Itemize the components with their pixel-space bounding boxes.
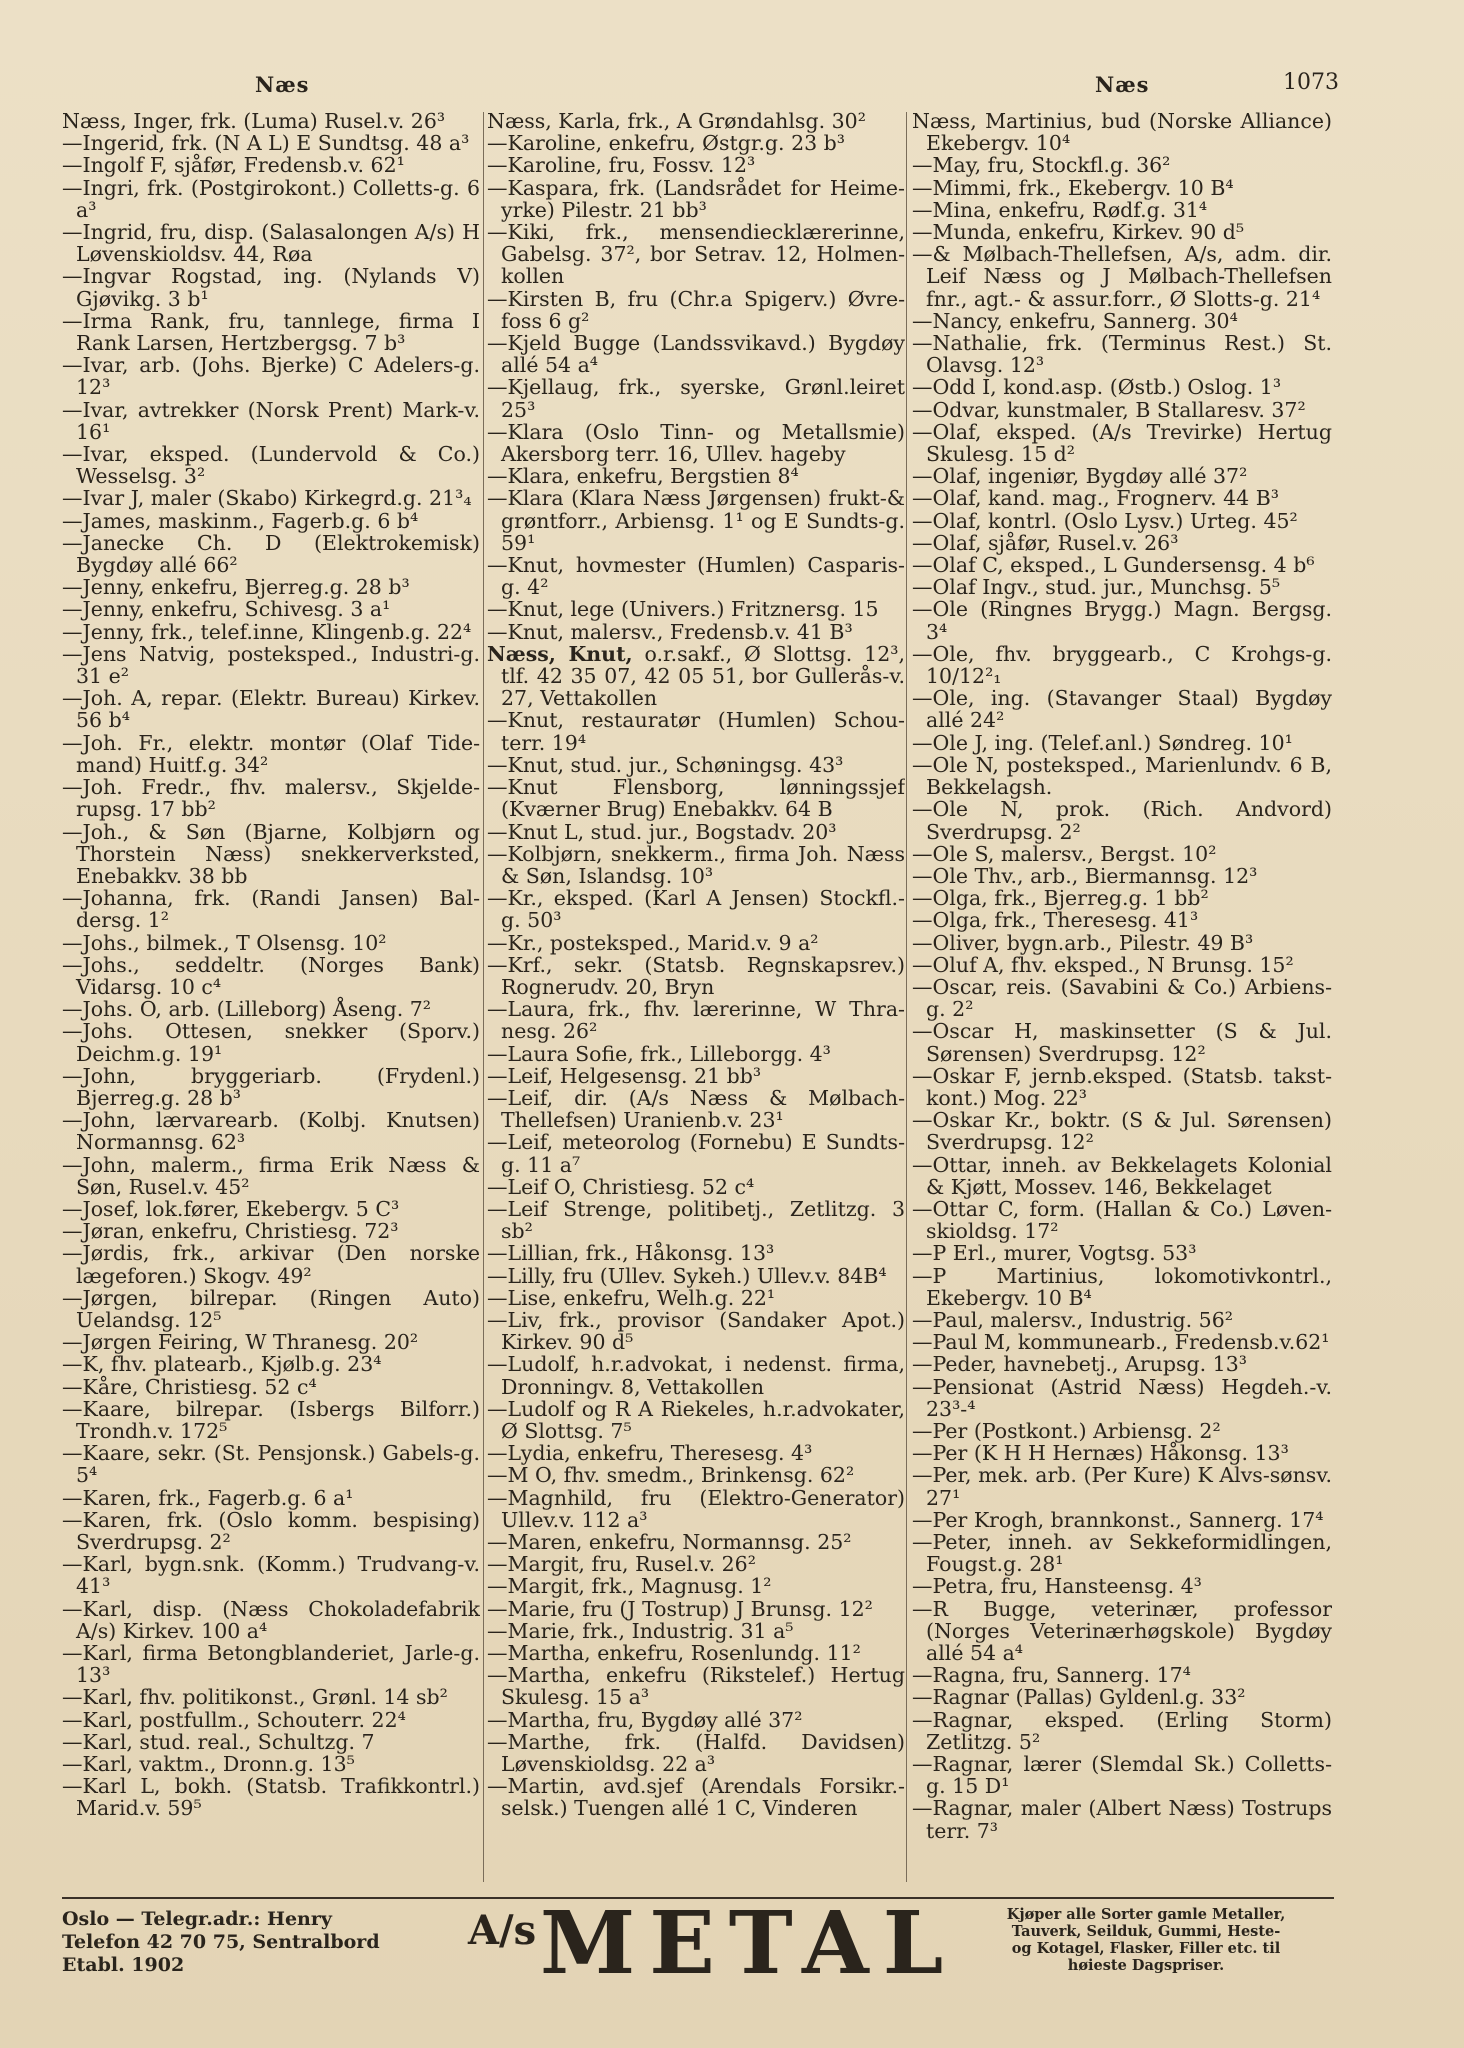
directory-entry: —James, maskinm., Fagerb.g. 6 b⁴: [62, 508, 419, 533]
directory-entry: —Kr., posteksped., Marid.v. 9 a²: [487, 930, 819, 955]
directory-entry: —Ole J, ing. (Telef.anl.) Søndreg. 10¹: [912, 730, 1293, 755]
directory-entry: —Irma Rank, fru, tannlege, firma I Rank Larsen, Hertzbergsg. 7 b³: [62, 308, 480, 356]
directory-entry: —Joh., & Søn (Bjarne, Kolbjørn og Thorstein Næss) snekkerverksted, Enebakkv. 38 bb: [62, 819, 480, 888]
directory-entry: —Knut, hovmester (Humlen) Casparis-g. 4²: [487, 553, 905, 600]
directory-entry: —Knut Flensborg, lønningssjef (Kværner Brug) Enebakkv. 64 B: [487, 775, 905, 822]
directory-entry: —Klara, enkefru, Bergstien 8⁴: [487, 464, 799, 489]
directory-entry: Næss, Martinius, bud (Norske Alliance) Ekebergv. 10⁴: [912, 110, 1332, 156]
directory-entry: —Karen, frk. (Oslo komm. bespising) Sverdrupsg. 2²: [62, 1507, 480, 1554]
directory-entry: —Martin, avd.sjef (Arendals Forsikr.-selsk.) Tuengen allé 1 C, Vinderen: [487, 1774, 905, 1821]
directory-entry: —Jørgen, bilrepar. (Ringen Auto) Uelandsg. 12⁵: [62, 1285, 480, 1332]
ad-line: Tauverk, Seilduk, Gummi, Heste-: [1011, 1923, 1281, 1940]
advertisement-contact: [62, 1908, 442, 1977]
ad-line: Oslo — Telegr.adr.: Henry: [62, 1908, 332, 1930]
directory-entry: —Per, mek. arb. (Per Kure) K Alvs-sønsv. 27¹: [912, 1463, 1332, 1510]
directory-entry: —Janecke Ch. D (Elektrokemisk) Bygdøy allé 66²: [62, 530, 480, 578]
directory-entry: —Oscar H, maskinsetter (S & Jul. Sørensen) Sverdrupsg. 12²: [912, 1019, 1332, 1066]
directory-entry: Næss, Inger, frk. (Luma) Rusel.v. 26³: [62, 110, 446, 133]
running-header-right: Næs: [1095, 72, 1150, 97]
ad-line: høieste Dagspriser.: [1067, 1957, 1225, 1974]
directory-entry: —Margit, fru, Rusel.v. 26²: [487, 1552, 756, 1577]
directory-entry: Næss, Knut, o.r.sakf., Ø Slottsg. 12³, tlf. 42 35 07, 42 05 51, bor Gullerås-v. 27, Vettakollen: [487, 641, 905, 711]
directory-entry: —Ivar, eksped. (Lundervold & Co.) Wesselsg. 3²: [62, 442, 480, 489]
directory-entry: —Karl, disp. (Næss Chokoladefabrik A/s) Kirkev. 100 a⁴: [62, 1596, 480, 1643]
directory-entry: —Paul M, kommunearb., Fredensb.v.62¹: [912, 1330, 1330, 1355]
directory-entry: —Olaf, sjåfør, Rusel.v. 26³: [912, 530, 1179, 555]
directory-entry: —Kolbjørn, snekkerm., firma Joh. Næss & Søn, Islandsg. 10³: [487, 841, 905, 888]
directory-entry: —Joh. Fredr., fhv. malersv., Skjelde-rupsg. 17 bb²: [62, 775, 480, 822]
directory-entry: —Oskar Kr., boktr. (S & Jul. Sørensen) Sverdrupsg. 12²: [912, 1108, 1332, 1155]
directory-entry: —Johs. Ottesen, snekker (Sporv.) Deichm.g. 19¹: [62, 1019, 480, 1066]
page-number: 1073: [1283, 70, 1339, 95]
directory-entry: —Odd I, kond.asp. (Østb.) Oslog. 1³: [912, 375, 1282, 400]
directory-entry: —Martha, fru, Bygdøy allé 37²: [487, 1707, 803, 1732]
directory-entry: —Kjeld Bugge (Landssvikavd.) Bygdøy allé 54 a⁴: [487, 331, 905, 378]
directory-entry: —Kiki, frk., mensendiecklærerinne, Gabelsg. 37², bor Setrav. 12, Holmen-kollen: [487, 220, 905, 289]
directory-entry: —P Martinius, lokomotivkontrl., Ekebergv. 10 B⁴: [912, 1263, 1332, 1310]
directory-entry: —Ottar C, form. (Hallan & Co.) Løven-skioldsg. 17²: [912, 1196, 1332, 1244]
directory-entry: —Ivar, arb. (Johs. Bjerke) C Adelers-g. 12³: [62, 353, 480, 400]
directory-entry: —Mina, enkefru, Rødf.g. 31⁴: [912, 197, 1208, 222]
directory-entry: —M O, fhv. smedm., Brinkensg. 62²: [487, 1463, 855, 1488]
directory-entry: —Knut, malersv., Fredensb.v. 41 B³: [487, 619, 853, 644]
directory-entry: —Oskar F, jernb.eksped. (Statsb. takst-kont.) Mog. 22³: [912, 1063, 1332, 1110]
directory-entry: —Karl L, bokh. (Statsb. Trafikkontrl.) Marid.v. 59⁵: [62, 1774, 480, 1821]
ad-company-prefix: A/s: [468, 1907, 537, 1954]
column-divider: [483, 112, 484, 1882]
directory-entry: —Mimmi, frk., Ekebergv. 10 B⁴: [912, 175, 1234, 200]
directory-entry: —Johs., bilmek., T Olsensg. 10²: [62, 930, 387, 955]
directory-entry: —Leif Strenge, politibetj., Zetlitzg. 3 sb²: [487, 1196, 905, 1244]
directory-entry: —Jenny, frk., telef.inne, Klingenb.g. 22⁴: [62, 619, 472, 644]
directory-entry: —Kaare, bilrepar. (Isbergs Bilforr.) Trondh.v. 172⁵: [62, 1396, 480, 1443]
directory-entry: —Per Krogh, brannkonst., Sannerg. 17⁴: [912, 1507, 1324, 1532]
directory-entry: —& Mølbach-Thellefsen, A/s, adm. dir. Leif Næss og J Mølbach-Thellefsen fnr., agt.- & assur.forr., Ø Slotts-g. 21⁴: [912, 242, 1332, 311]
directory-entry: —Olga, frk., Theresesg. 41³: [912, 908, 1199, 933]
directory-entry: —Ole (Ringnes Brygg.) Magn. Bergsg. 3⁴: [912, 597, 1332, 644]
directory-entry: —Olaf, eksped. (A/s Trevirke) Hertug Skulesg. 15 d²: [912, 419, 1332, 467]
directory-entry: —Ole, fhv. bryggearb., C Krohgs-g. 10/12²₁: [912, 641, 1332, 689]
directory-entry: —Ragnar, lærer (Slemdal Sk.) Colletts-g. 15 D¹: [912, 1752, 1332, 1799]
directory-entry: —Klara (Klara Næss Jørgensen) frukt-& grøntforr., Arbiensg. 1¹ og E Sundts-g. 59¹: [487, 486, 905, 555]
directory-entry: —Nathalie, frk. (Terminus Rest.) St. Olavsg. 12³: [912, 331, 1332, 378]
directory-entry: —Karl, vaktm., Dronn.g. 13⁵: [62, 1752, 355, 1777]
directory-entry: —Johs. O, arb. (Lilleborg) Åseng. 7²: [62, 997, 432, 1022]
directory-entry: —Lise, enkefru, Welh.g. 22¹: [487, 1285, 776, 1310]
directory-entry: —Peter, inneh. av Sekkeformidlingen, Fougst.g. 28¹: [912, 1530, 1332, 1577]
ad-line: Telefon 42 70 75, Sentralbord: [62, 1931, 380, 1953]
directory-entry: —Knut, stud. jur., Schøningsg. 43³: [487, 752, 844, 777]
directory-entry: —Munda, enkefru, Kirkev. 90 d⁵: [912, 220, 1245, 245]
ad-line: Kjøper alle Sorter gamle Metaller,: [1006, 1906, 1286, 1923]
directory-entry: —Ole N, prok. (Rich. Andvord) Sverdrupsg. 2²: [912, 797, 1332, 844]
directory-entry: —Ole S, malersv., Bergst. 10²: [912, 841, 1217, 866]
directory-entry: —R Bugge, veterinær, professor (Norges Veterinærhøgskole) Bygdøy allé 54 a⁴: [912, 1596, 1332, 1666]
directory-entry: —Olaf, kontrl. (Oslo Lysv.) Urteg. 45²: [912, 508, 1298, 533]
directory-column-2: [487, 110, 905, 1892]
directory-entry: —Magnhild, fru (Elektro-Generator) Ullev.v. 112 a³: [487, 1485, 905, 1532]
directory-column-1: [62, 110, 480, 1892]
directory-entry: —Ingrid, fru, disp. (Salasalongen A/s) H Løvenskioldsv. 44, Røa: [62, 220, 480, 267]
directory-entry: —Laura, frk., fhv. lærerinne, W Thra-nesg. 26²: [487, 997, 905, 1044]
directory-entry: —Ragnar (Pallas) Gyldenl.g. 33²: [912, 1685, 1246, 1710]
directory-entry: —Knut, restauratør (Humlen) Schou-terr. 19⁴: [487, 708, 905, 755]
directory-entry: —Ingvar Rogstad, ing. (Nylands V) Gjøvikg. 3 b¹: [62, 264, 480, 311]
directory-entry: —Olaf, kand. mag., Frognerv. 44 B³: [912, 486, 1279, 511]
directory-entry: —Ingerid, frk. (N A L) E Sundtsg. 48 a³: [62, 131, 470, 156]
directory-column-3: [912, 110, 1332, 1892]
directory-entry: —Maren, enkefru, Normannsg. 25²: [487, 1530, 852, 1554]
directory-entry: —Krf., sekr. (Statsb. Regnskapsrev.) Rognerudv. 20, Bryn: [487, 952, 905, 999]
directory-entry: —Ole, ing. (Stavanger Staal) Bygdøy allé 24²: [912, 686, 1332, 733]
directory-entry: —May, fru, Stockfl.g. 36²: [912, 153, 1171, 178]
ad-company-name: METAL: [540, 1893, 958, 1994]
directory-entry: —Ludolf og R A Riekeles, h.r.advokater, Ø Slottsg. 7⁵: [487, 1396, 905, 1443]
column-divider: [906, 112, 907, 1882]
directory-entry: —Leif O, Christiesg. 52 c⁴: [487, 1174, 755, 1199]
directory-entry: —Josef, lok.fører, Ekebergv. 5 C³: [62, 1196, 400, 1221]
directory-entry: —Ole N, posteksped., Marienlundv. 6 B, Bekkelagsh.: [912, 752, 1332, 800]
directory-entry: —Kjellaug, frk., syerske, Grønl.leiret 25³: [487, 375, 905, 422]
directory-entry: —Margit, frk., Magnusg. 1²: [487, 1574, 772, 1599]
directory-entry: —Pensionat (Astrid Næss) Hegdeh.-v. 23³-⁴: [912, 1374, 1332, 1421]
directory-entry: —Ivar J, maler (Skabo) Kirkegrd.g. 21³₄: [62, 486, 472, 511]
directory-entry: —Liv, frk., provisor (Sandaker Apot.) Kirkev. 90 d⁵: [487, 1307, 905, 1355]
directory-entry: Næss, Karla, frk., A Grøndahlsg. 30²: [487, 110, 866, 133]
directory-entry: —Karoline, fru, Fossv. 12³: [487, 153, 756, 178]
directory-entry: —Per (Postkont.) Arbiensg. 2²: [912, 1418, 1221, 1443]
directory-entry: —Jørdis, frk., arkivar (Den norske lægeforen.) Skogv. 49²: [62, 1241, 480, 1288]
advertisement-text: [958, 1906, 1334, 1974]
directory-entry: —Kaare, sekr. (St. Pensjonsk.) Gabels-g. 5⁴: [62, 1441, 480, 1488]
directory-entry: —Ivar, avtrekker (Norsk Prent) Mark-v. 16¹: [62, 397, 480, 444]
directory-entry: —Ragnar, maler (Albert Næss) Tostrups terr. 7³: [912, 1796, 1332, 1843]
directory-entry: —Karen, frk., Fagerb.g. 6 a¹: [62, 1485, 354, 1510]
directory-entry: —Olaf Ingv., stud. jur., Munchsg. 5⁵: [912, 575, 1281, 600]
directory-entry: —Peder, havnebetj., Arupsg. 13³: [912, 1352, 1247, 1377]
directory-entry: —Martha, enkefru, Rosenlundg. 11²: [487, 1641, 861, 1666]
directory-entry: —Odvar, kunstmaler, B Stallaresv. 37²: [912, 397, 1306, 422]
directory-entry: —Olaf, ingeniør, Bygdøy allé 37²: [912, 464, 1248, 489]
directory-entry: —Per (K H H Hernæs) Håkonsg. 13³: [912, 1441, 1289, 1466]
directory-entry: —Ragnar, eksped. (Erling Storm) Zetlitzg. 5²: [912, 1707, 1332, 1754]
directory-entry: —Marie, fru (J Tostrup) J Brunsg. 12²: [487, 1596, 873, 1621]
directory-entry: —Jenny, enkefru, Schivesg. 3 a¹: [62, 597, 391, 622]
directory-entry: —Lillian, frk., Håkonsg. 13³: [487, 1241, 775, 1266]
directory-entry: —Paul, malersv., Industrig. 56²: [912, 1307, 1233, 1332]
directory-entry: —Oscar, reis. (Savabini & Co.) Arbiens-g. 2²: [912, 974, 1332, 1022]
directory-entry: —Leif, Helgesensg. 21 bb³: [487, 1063, 762, 1088]
directory-entry: —Ingolf F, sjåfør, Fredensb.v. 62¹: [62, 153, 405, 178]
running-header-left: Næs: [255, 72, 310, 97]
directory-entry: —Lydia, enkefru, Theresesg. 4³: [487, 1441, 813, 1466]
directory-entry: —Olaf C, eksped., L Gundersensg. 4 b⁶: [912, 553, 1315, 578]
directory-entry: —Karl, fhv. politikonst., Grønl. 14 sb²: [62, 1685, 448, 1710]
directory-entry: —Leif, meteorolog (Fornebu) E Sundts-g. 11 a⁷: [487, 1130, 905, 1177]
directory-entry: —Oliver, bygn.arb., Pilestr. 49 B³: [912, 930, 1254, 955]
directory-entry: —Ingri, frk. (Postgirokont.) Colletts-g. 6 a³: [62, 175, 480, 222]
directory-entry: —Joh. Fr., elektr. montør (Olaf Tide-mand) Huitf.g. 34²: [62, 730, 480, 777]
directory-entry: —Knut L, stud. jur., Bogstadv. 20³: [487, 819, 837, 844]
directory-entry: —Karl, bygn.snk. (Komm.) Trudvang-v. 41³: [62, 1552, 480, 1599]
directory-entry: —Johs., seddeltr. (Norges Bank) Vidarsg. 10 c⁴: [62, 952, 480, 999]
directory-entry: —John, bryggeriarb. (Frydenl.) Bjerreg.g. 28 b³: [62, 1063, 480, 1110]
directory-entry: —Marthe, frk. (Halfd. Davidsen) Løvenskioldsg. 22 a³: [487, 1729, 905, 1777]
directory-entry: —Kaspara, frk. (Landsrådet for Heime-yrke) Pilestr. 21 bb³: [487, 175, 905, 222]
directory-entry: —Leif, dir. (A/s Næss & Mølbach-Thellefsen) Uranienb.v. 23¹: [487, 1085, 905, 1133]
directory-entry: —Jøran, enkefru, Christiesg. 72³: [62, 1219, 399, 1244]
directory-entry: —Knut, lege (Univers.) Fritznersg. 15: [487, 597, 879, 622]
directory-entry: —Jens Natvig, posteksped., Industri-g. 31 e²: [62, 641, 480, 689]
ad-line: Etabl. 1902: [62, 1954, 185, 1976]
directory-entry: —P Erl., murer, Vogtsg. 53³: [912, 1241, 1197, 1266]
directory-entry: —Kåre, Christiesg. 52 c⁴: [62, 1374, 317, 1399]
directory-entry: —Joh. A, repar. (Elektr. Bureau) Kirkev. 56 b⁴: [62, 686, 480, 733]
directory-entry: —Jørgen Feiring, W Thranesg. 20²: [62, 1330, 419, 1355]
directory-entry: —Ole Thv., arb., Biermannsg. 12³: [912, 863, 1258, 888]
directory-entry: —Kr., eksped. (Karl A Jensen) Stockfl.-g. 50³: [487, 886, 905, 933]
directory-entry: —Marie, frk., Industrig. 31 a⁵: [487, 1618, 794, 1643]
directory-entry: —Karl, postfullm., Schouterr. 22⁴: [62, 1707, 406, 1732]
directory-entry: —Kirsten B, fru (Chr.a Spigerv.) Øvre-foss 6 g²: [487, 286, 905, 333]
directory-entry: —Oluf A, fhv. eksped., N Brunsg. 15²: [912, 952, 1294, 977]
directory-entry: —Karl, firma Betongblanderiet, Jarle-g. 13³: [62, 1641, 480, 1688]
directory-entry: —Lilly, fru (Ullev. Sykeh.) Ullev.v. 84B⁴: [487, 1263, 887, 1288]
directory-entry: —John, malerm., firma Erik Næss & Søn, Rusel.v. 45²: [62, 1152, 480, 1199]
directory-entry: —Olga, frk., Bjerreg.g. 1 bb²: [912, 886, 1209, 911]
directory-entry: —John, lærvarearb. (Kolbj. Knutsen) Normannsg. 62³: [62, 1108, 480, 1155]
directory-entry: —Laura Sofie, frk., Lilleborgg. 4³: [487, 1041, 831, 1066]
directory-entry: —Johanna, frk. (Randi Jansen) Bal-dersg. 1²: [62, 886, 480, 933]
directory-entry: —Karl, stud. real., Schultzg. 7: [62, 1729, 375, 1754]
directory-entry: —Karoline, enkefru, Østgr.g. 23 b³: [487, 131, 846, 156]
directory-entry: —Martha, enkefru (Rikstelef.) Hertug Skulesg. 15 a³: [487, 1663, 905, 1710]
directory-entry: —Ottar, inneh. av Bekkelagets Kolonial & Kjøtt, Mossev. 146, Bekkelaget: [912, 1152, 1332, 1199]
directory-entry: —Ludolf, h.r.advokat, i nedenst. firma, Dronningv. 8, Vettakollen: [487, 1352, 905, 1399]
directory-entry: —K, fhv. platearb., Kjølb.g. 23⁴: [62, 1352, 382, 1377]
ad-line: og Kotagel, Flasker, Filler etc. til: [1011, 1940, 1281, 1957]
directory-entry: —Jenny, enkefru, Bjerreg.g. 28 b³: [62, 575, 410, 600]
directory-entry: —Ragna, fru, Sannerg. 17⁴: [912, 1663, 1191, 1688]
directory-entry: —Petra, fru, Hansteensg. 4³: [912, 1574, 1202, 1599]
directory-entry: —Nancy, enkefru, Sannerg. 30⁴: [912, 308, 1238, 333]
advertisement-logo: [468, 1893, 958, 1994]
directory-entry: —Klara (Oslo Tinn- og Metallsmie) Akersborg terr. 16, Ullev. hageby: [487, 419, 905, 467]
